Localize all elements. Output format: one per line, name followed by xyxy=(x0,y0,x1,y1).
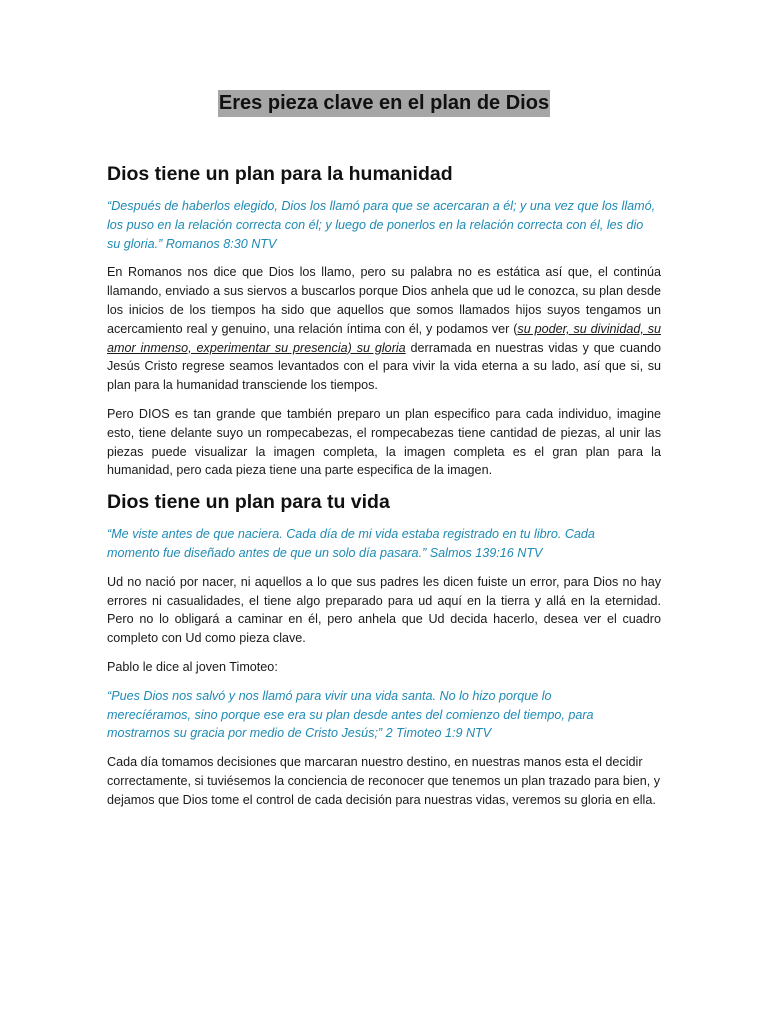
paragraph-decisions: Cada día tomamos decisiones que marcaran nuestro destino, en nuestras manos esta el decidir correctamente, si tuviésemos la conciencia de reconocer que tenemos un plan trazado para bien, y dejamos que Dios tome el control de cada decisión para nuestras vidas, veremos su gloria en ella. xyxy=(107,755,661,807)
page-title: Eres pieza clave en el plan de Dios xyxy=(218,90,550,117)
section-humanity xyxy=(107,162,661,480)
bible-quote-salmos: “Me viste antes de que naciera. Cada día de mi vida estaba registrado en tu libro. Cada momento fue diseñado antes de que un solo día pasara.” Salmos 139:16 NTV xyxy=(107,527,595,560)
paragraph-emphasis: su poder, su divinidad, su amor inmenso, experimentar su presencia) su gloria xyxy=(107,321,662,355)
paragraph-pablo: Pablo le dice al joven Timoteo: xyxy=(107,659,278,674)
paragraph-puzzle: Pero DIOS es tan grande que también preparo un plan especifico para cada individuo, imagine esto, tiene delante suyo un rompecabezas, el rompecabezas tiene cantidad de piezas, al unir las piezas puede visualizar la imagen completa, la imagen completa es el gran plan para la humanidad, pero cada pieza tiene una parte especifica de la imagen. xyxy=(107,406,661,478)
paragraph-text-end: derramada en nuestras vidas y que cuando Jesús Cristo regrese seamos levantados con el para vivir la vida eterna a su lado, así que si, su plan para la humanidad transciende los tiempos. xyxy=(107,340,661,393)
section-heading-humanity: Dios tiene un plan para la humanidad xyxy=(107,163,453,185)
bible-quote-timoteo: “Pues Dios nos salvó y nos llamó para vivir una vida santa. No lo hizo porque lo merecíéramos, sino porque ese era su plan desde antes del comienzo del tiempo, para mostrarnos su gracia por medio de Cristo Jesús;” 2 Timoteo 1:9 NTV xyxy=(107,688,594,741)
paragraph-romanos xyxy=(107,263,661,395)
title-wrap xyxy=(107,90,661,117)
bible-quote-romanos: “Después de haberlos elegido, Dios los llamó para que se acercaran a él; y una vez que los llamó, los puso en la relación correcta con él; y luego de ponerlos en la relación correcta con él, les dio su gloria.” Romanos 8:30 NTV xyxy=(107,199,656,251)
paragraph-text-start: En Romanos nos dice que Dios los llamo, pero su palabra no es estática así que, el continúa llamando, enviado a sus siervos a buscarlos porque Dios anhela que ud le conozca, su plan desde los inicios de los tiempos ha sido que aquellos que somos llamados hijos suyos tengamos un acercamiento real y genuino, una relación íntima con él, y podamos ver ( xyxy=(107,265,661,336)
paragraph-no-errors: Ud no nació por nacer, ni aquellos a lo que sus padres les dicen fuiste un error, para Dios no hay errores ni casualidades, el tiene algo preparado para ud aquí en la tierra y allá en la eternidad. Pero no lo obligará a caminar en él, pero anhela que Ud decida hacerlo, desea ver el cuadro completo con Ud como pieza clave. xyxy=(107,574,661,646)
section-your-life xyxy=(107,490,661,809)
document-page xyxy=(107,90,661,820)
section-heading-your-life: Dios tiene un plan para tu vida xyxy=(107,491,390,514)
